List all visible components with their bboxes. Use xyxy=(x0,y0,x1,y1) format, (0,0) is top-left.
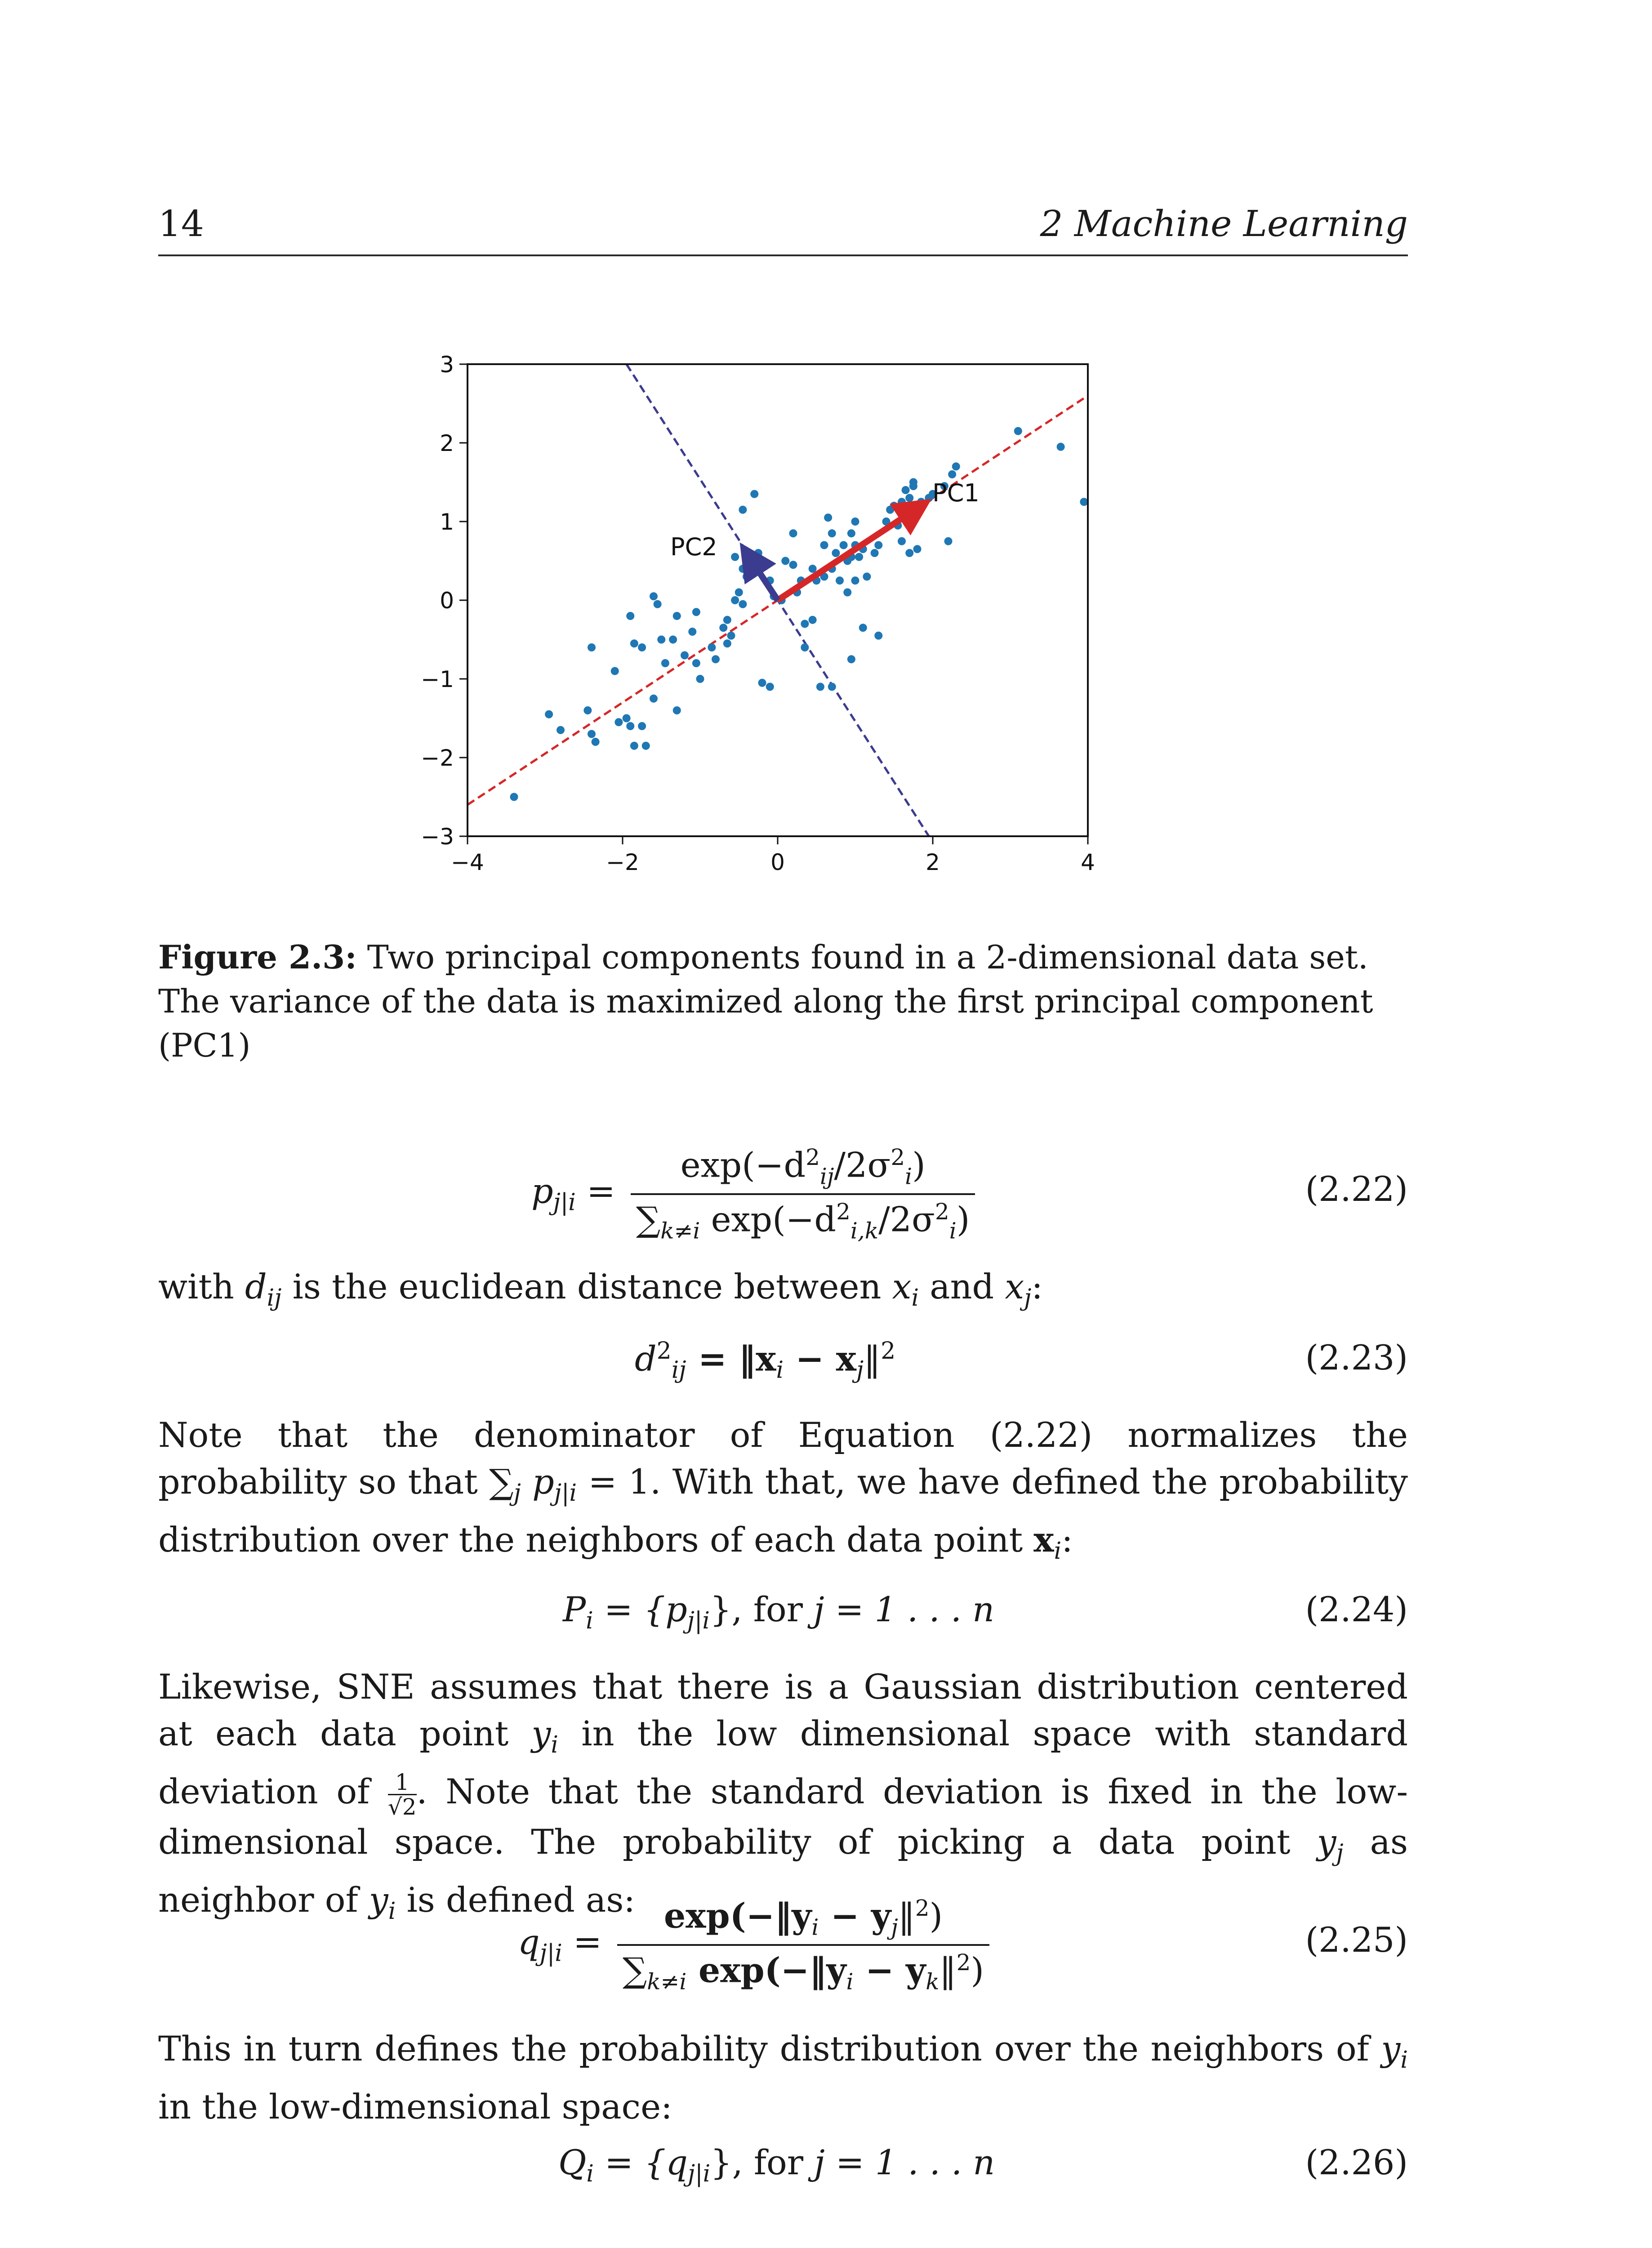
data-point xyxy=(681,651,689,660)
data-point xyxy=(735,589,743,597)
data-point xyxy=(731,553,739,561)
y-tick-label: 1 xyxy=(440,509,454,535)
data-point xyxy=(820,541,828,549)
data-point xyxy=(650,695,658,703)
caption-text: Two principal components found in a 2-dimensional data set. The variance of the data is maximized along the first principal component (PC1) xyxy=(158,938,1373,1064)
x-tick-label: 2 xyxy=(926,849,940,875)
data-point xyxy=(673,612,681,620)
x-tick-label: 0 xyxy=(770,849,785,875)
data-point xyxy=(801,643,809,651)
equation-2-24: $P_i = \{p_{j|i}\}$, for j = 1 . . . n (2.24) xyxy=(563,1589,1408,1635)
data-point xyxy=(583,706,592,714)
data-point xyxy=(638,722,646,730)
equation-number: (2.26) xyxy=(1305,2142,1408,2182)
data-point xyxy=(766,683,774,691)
data-point xyxy=(630,742,638,750)
x-tick-label: −4 xyxy=(451,849,484,875)
y-tick-label: 2 xyxy=(440,430,454,456)
pca-scatter-figure xyxy=(405,342,1133,890)
paragraph-1: with $d_{ij}$ is the euclidean distance between $x_i$ and $x_j$: xyxy=(158,1267,1043,1312)
equation-number: (2.24) xyxy=(1305,1589,1408,1629)
data-point xyxy=(650,592,658,600)
data-point xyxy=(809,616,817,624)
data-point xyxy=(843,589,851,597)
data-point xyxy=(828,683,836,691)
equation-number: (2.23) xyxy=(1305,1338,1408,1378)
data-point xyxy=(588,730,596,738)
data-point xyxy=(708,643,716,651)
x-tick-label: −2 xyxy=(606,849,639,875)
data-point xyxy=(611,667,619,675)
header-rule xyxy=(158,254,1408,256)
x-tick-label: 4 xyxy=(1081,849,1095,875)
pc1-label: PC1 xyxy=(932,479,980,507)
fraction: $\frac{\exp(-‖y_i - y_j‖^2)}{\sum_{k\ne i} \exp(-‖y_i - y_k‖^2)}$ xyxy=(617,1895,989,1994)
data-point xyxy=(789,529,797,537)
data-point xyxy=(743,573,751,581)
data-point xyxy=(654,600,662,608)
data-point xyxy=(871,549,879,557)
data-point xyxy=(890,502,898,510)
data-point xyxy=(630,639,638,647)
data-point xyxy=(855,553,863,561)
equation-2-23: $d^2_{ij}$ = $‖x_i$ − $x_j‖^2$ (2.23) xyxy=(635,1338,1408,1384)
data-point xyxy=(851,517,859,526)
y-tick-label: 3 xyxy=(440,352,454,378)
data-point xyxy=(723,616,731,624)
data-point xyxy=(588,643,596,651)
data-point xyxy=(545,710,553,718)
data-point xyxy=(874,541,882,549)
caption-label: Figure 2.3: xyxy=(158,938,357,976)
data-point xyxy=(836,576,844,584)
data-point xyxy=(1014,427,1022,435)
data-point xyxy=(557,726,565,734)
data-point xyxy=(828,529,836,537)
data-point xyxy=(902,486,910,494)
chapter-title: 2 Machine Learning xyxy=(1040,203,1408,245)
data-point xyxy=(789,561,797,569)
data-point xyxy=(731,596,739,604)
data-point xyxy=(905,494,913,502)
data-point xyxy=(623,714,631,723)
data-point xyxy=(847,655,855,663)
y-tick-label: −2 xyxy=(421,745,454,771)
data-point xyxy=(669,636,677,644)
fraction: $\frac{\exp(-d^2_{ij}/2\sigma^2_i)}{\sum_{k\ne i} \exp(-d^2_{i,k}/2\sigma^2_i)}$ xyxy=(631,1144,975,1244)
y-tick-label: 0 xyxy=(440,588,454,614)
data-point xyxy=(944,537,953,545)
data-point xyxy=(1057,443,1065,451)
data-point xyxy=(510,793,518,801)
data-point xyxy=(874,632,882,640)
data-point xyxy=(1080,498,1088,506)
data-point xyxy=(816,683,824,691)
pc2-label: PC2 xyxy=(670,533,717,561)
page-number: 14 xyxy=(158,203,204,245)
data-point xyxy=(905,549,913,557)
data-point xyxy=(719,624,727,632)
data-point xyxy=(723,639,731,647)
data-point xyxy=(948,470,956,478)
data-point xyxy=(626,612,634,620)
data-point xyxy=(592,738,600,746)
paragraph-2: Note that the denominator of Equation (2.22) normalizes the probability so that $\sum_j$ $p_{j|i} = 1$. With that, we have defined the probability distribution over the neighbors of each data point $x_i$: xyxy=(158,1415,1408,1565)
equation-number: (2.25) xyxy=(1305,1920,1408,1960)
data-point xyxy=(673,706,681,714)
data-point xyxy=(750,490,758,498)
data-point xyxy=(851,576,859,584)
data-point xyxy=(824,513,832,522)
data-point xyxy=(712,655,720,663)
data-point xyxy=(863,573,871,581)
equation-2-22: $p_{j|i}$ = $\frac{\exp(-d^2_{ij}/2\sigma^2_i)}{\sum_{k\ne i} \exp(-d^2_{i,k}/2\sigma^2_i)}$ (2.22) xyxy=(531,1144,1408,1244)
data-point xyxy=(727,632,735,640)
data-point xyxy=(781,557,789,565)
data-point xyxy=(614,718,623,726)
paragraph-3: Likewise, SNE assumes that there is a Gaussian distribution centered at each data point $y_i$ in the low dimensional space with standard deviation of $\frac{1}{√2}$ . Note that the standard deviation is fixed in the low-dimensional space. The probability of picking a data point $y_j$ as neighbor of $y_i$ is defined as: xyxy=(158,1667,1408,1925)
data-point xyxy=(638,643,646,651)
data-point xyxy=(642,742,650,750)
data-point xyxy=(739,506,747,514)
data-point xyxy=(688,628,696,636)
data-point xyxy=(739,565,747,573)
data-point xyxy=(952,463,960,471)
data-point xyxy=(898,498,906,506)
equation-2-26: $Q_i = \{q_{j|i}\}$, for j = 1 . . . n (2.26) xyxy=(558,2142,1408,2188)
running-header xyxy=(158,203,1408,256)
data-point xyxy=(657,636,665,644)
data-point xyxy=(661,659,669,667)
data-point xyxy=(696,675,704,683)
pc1-vector xyxy=(778,506,921,600)
y-tick-label: −1 xyxy=(421,666,454,692)
data-point xyxy=(754,549,762,557)
data-point xyxy=(909,482,917,490)
data-point xyxy=(913,545,922,553)
inline-fraction: $\frac{1}{√2}$ xyxy=(387,1769,417,1820)
data-point xyxy=(832,549,840,557)
equation-2-25: $q_{j|i}$ = $\frac{\exp(-‖y_i - y_j‖^2)}{\sum_{k\ne i} \exp(-‖y_i - y_k‖^2)}$ (2.25) xyxy=(518,1895,1408,1995)
figure-caption xyxy=(158,935,1408,1067)
data-point xyxy=(739,600,747,608)
data-point xyxy=(801,620,809,628)
data-point xyxy=(692,608,700,616)
data-point xyxy=(692,659,700,667)
data-point xyxy=(758,679,766,687)
pc2-vector xyxy=(747,553,778,600)
y-tick-label: −3 xyxy=(421,824,454,850)
data-point xyxy=(898,537,906,545)
data-point xyxy=(847,529,855,537)
equation-number: (2.22) xyxy=(1305,1169,1408,1209)
data-point xyxy=(626,722,634,730)
data-point xyxy=(840,541,848,549)
paragraph-4: This in turn defines the probability distribution over the neighbors of $y_i$ in the low-dimensional space: xyxy=(158,2029,1408,2127)
data-point xyxy=(809,565,817,573)
data-point xyxy=(859,624,867,632)
